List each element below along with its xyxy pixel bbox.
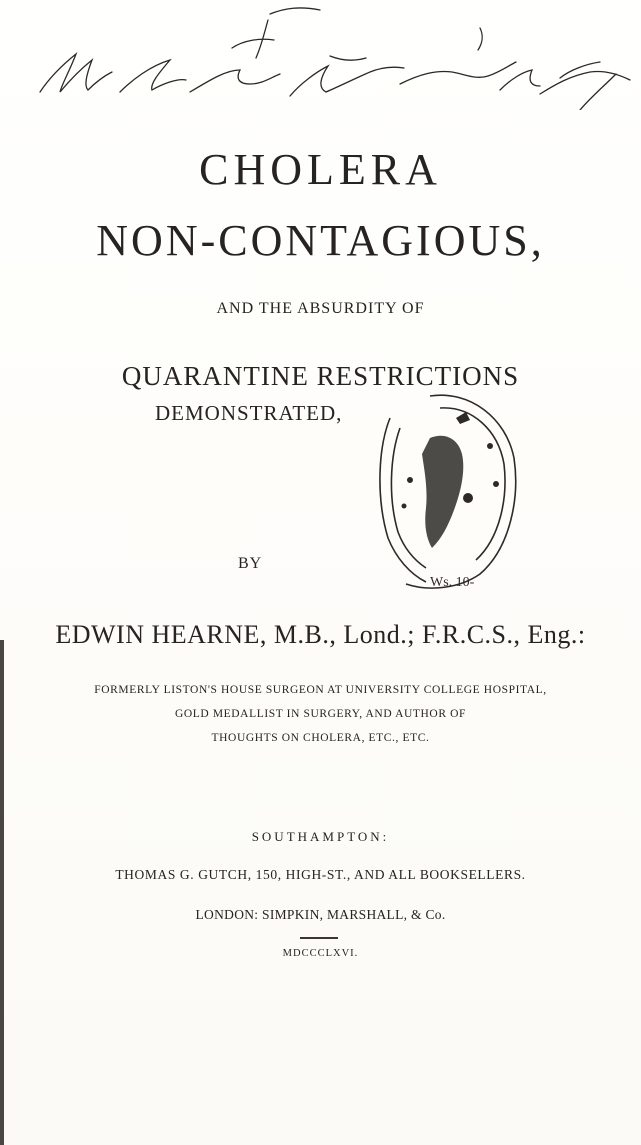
stamp-text: Ws. 10- (430, 575, 475, 590)
publication-date: MDCCCLXVI. (282, 948, 359, 959)
book-title: CHOLERA (199, 145, 442, 194)
quarantine-heading: QUARANTINE RESTRICTIONS (121, 361, 520, 391)
demonstrated-heading: DEMONSTRATED, (155, 401, 343, 425)
credential-line: THOUGHTS ON CHOLERA, ETC., ETC. (211, 732, 430, 744)
divider-rule (300, 937, 338, 939)
author-credentials (0, 678, 641, 750)
by-label: BY (238, 555, 263, 572)
publisher-line: THOMAS G. GUTCH, 150, HIGH-ST., AND ALL BOOKSELLERS. (115, 867, 526, 882)
credential-line: GOLD MEDALLIST IN SURGERY, AND AUTHOR OF (175, 708, 466, 720)
credential-line: FORMERLY LISTON'S HOUSE SURGEON AT UNIVERSITY COLLEGE HOSPITAL, (94, 684, 547, 696)
library-stamp-icon (370, 388, 522, 598)
binding-edge (0, 640, 4, 1145)
london-publisher-line: LONDON: SIMPKIN, MARSHALL, & Co. (195, 907, 446, 922)
handwritten-signature (0, 0, 641, 110)
author-name: EDWIN HEARNE, M.B., Lond.; F.R.C.S., Eng.: (55, 620, 586, 649)
book-subtitle: NON-CONTAGIOUS, (96, 216, 545, 265)
publication-place: SOUTHAMPTON: (251, 829, 390, 844)
subtitle-connector: AND THE ABSURDITY OF (216, 300, 425, 317)
